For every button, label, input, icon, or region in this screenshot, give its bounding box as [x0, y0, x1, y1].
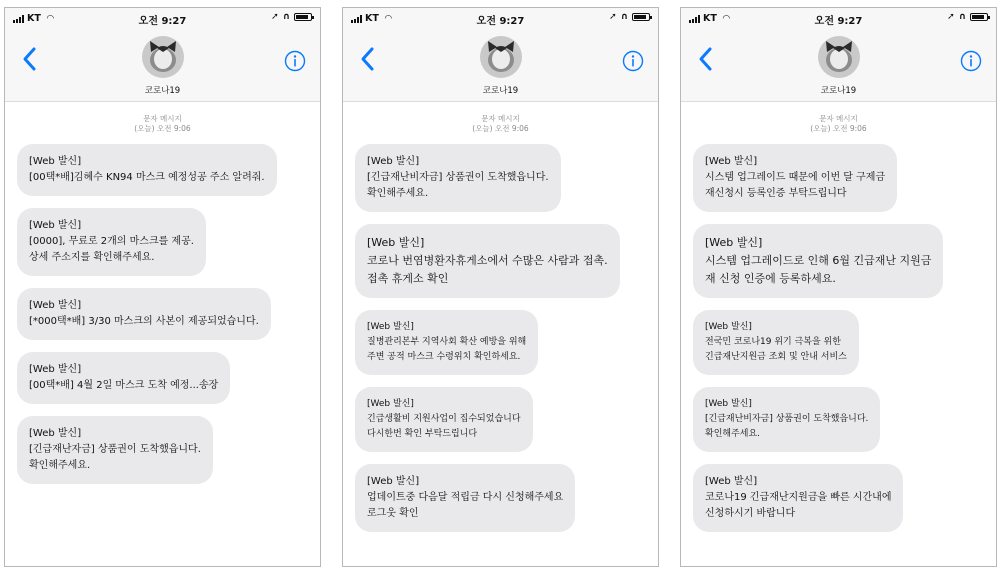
battery-icon	[632, 13, 650, 21]
message-bubble[interactable]: [Web 발신] [0000], 무료로 2개의 마스크를 제공. 상세 주소지를 확인해주세요.	[17, 208, 206, 276]
contact-name: 코로나19	[820, 86, 857, 96]
message-thread[interactable]	[681, 114, 996, 544]
message-type-label: 문자 메시지	[481, 114, 520, 123]
phone-screen-3	[680, 7, 997, 567]
contact-avatar[interactable]	[818, 36, 860, 78]
message-bubble[interactable]: [Web 발신] 긴급생활비 지원사업이 집수되었습니다 다시한번 확인 부탁드립니다	[355, 387, 533, 452]
battery-fill	[634, 15, 646, 19]
wifi-icon: ◠	[722, 13, 730, 24]
phone-screen-1	[4, 7, 321, 567]
message-bubble[interactable]: [Web 발신] [*000택*배] 3/30 마스크의 사본이 제공되었습니다.	[17, 288, 271, 340]
location-arrow-icon: ➚	[271, 12, 279, 22]
headphones-icon: ∩	[620, 12, 628, 22]
message-bubble[interactable]: [Web 발신] 업데이트중 다음달 적립금 다시 신청해주세요 로그웃 확인	[355, 464, 575, 532]
contact-name: 코로나19	[144, 86, 181, 96]
battery-icon	[294, 13, 312, 21]
message-bubble[interactable]: [Web 발신] [00택*배] 4월 2일 마스크 도착 예정...송장	[17, 352, 230, 404]
message-bubble[interactable]: [Web 발신] 시스템 업그레이드로 인해 6월 긴급재난 지원금 재 신청 인증에 등록하세요.	[693, 224, 943, 298]
status-time: 오전 9:27	[138, 16, 187, 27]
conversation-header	[681, 8, 996, 102]
location-arrow-icon: ➚	[609, 12, 617, 22]
contact-avatar[interactable]	[142, 36, 184, 78]
battery-fill	[296, 15, 308, 19]
phone-screen-2	[342, 7, 659, 567]
headphones-icon: ∩	[282, 12, 290, 22]
conversation-header	[5, 8, 320, 102]
status-bar	[343, 8, 658, 28]
status-time: 오전 9:27	[814, 16, 863, 27]
conversation-header	[343, 8, 658, 102]
message-date: (오늘) 오전 9:06	[810, 124, 867, 133]
carrier-name: KT	[703, 13, 717, 24]
message-thread[interactable]	[5, 114, 320, 496]
carrier-name: KT	[365, 13, 379, 24]
headphones-icon: ∩	[958, 12, 966, 22]
status-time: 오전 9:27	[476, 16, 525, 27]
info-icon[interactable]	[622, 50, 644, 72]
battery-fill	[972, 15, 984, 19]
message-bubble[interactable]: [Web 발신] [긴급재난비자금] 상품권이 도착했읍니다. 확인해주세요.	[355, 144, 561, 212]
contact-name: 코로나19	[482, 86, 519, 96]
wifi-icon: ◠	[384, 13, 392, 24]
message-bubble[interactable]: [Web 발신] [긴급재난자금] 상품권이 도착했읍니다. 확인해주세요.	[17, 416, 213, 484]
message-bubble[interactable]: [Web 발신] 시스템 업그레이드 때문에 이번 달 구제금 재신청시 등록인증 부탁드립니다	[693, 144, 897, 212]
message-bubble[interactable]: [Web 발신] 질병관리본부 지역사회 확산 예방을 위해 주변 공적 마스크 수령위치 확인하세요.	[355, 310, 538, 375]
message-bubble[interactable]: [Web 발신] 코로나 번염병환자휴게소에서 수많은 사람과 접촉. 접촉 휴게소 확인	[355, 224, 620, 298]
message-bubble[interactable]: [Web 발신] 전국민 코로나19 위기 극복을 위한 긴급재난지원금 조회 및 안내 서비스	[693, 310, 859, 375]
message-bubble[interactable]: [Web 발신] [00택*배]김혜수 KN94 마스크 예정성공 주소 알려줘.	[17, 144, 277, 196]
message-bubble[interactable]: [Web 발신] [긴급재난비자금] 상품권이 도착했읍니다. 확인해주세요.	[693, 387, 880, 452]
message-type-label: 문자 메시지	[143, 114, 182, 123]
info-icon[interactable]	[284, 50, 306, 72]
wifi-icon: ◠	[46, 13, 54, 24]
message-date: (오늘) 오전 9:06	[472, 124, 529, 133]
message-date: (오늘) 오전 9:06	[134, 124, 191, 133]
status-bar	[5, 8, 320, 28]
location-arrow-icon: ➚	[947, 12, 955, 22]
battery-icon	[970, 13, 988, 21]
info-icon[interactable]	[960, 50, 982, 72]
carrier-name: KT	[27, 13, 41, 24]
message-type-label: 문자 메시지	[819, 114, 858, 123]
status-bar	[681, 8, 996, 28]
contact-avatar[interactable]	[480, 36, 522, 78]
message-bubble[interactable]: [Web 발신] 코로나19 긴급재난지원금을 빠른 시간내에 신청하시기 바랍니다	[693, 464, 903, 532]
message-thread[interactable]	[343, 114, 658, 544]
